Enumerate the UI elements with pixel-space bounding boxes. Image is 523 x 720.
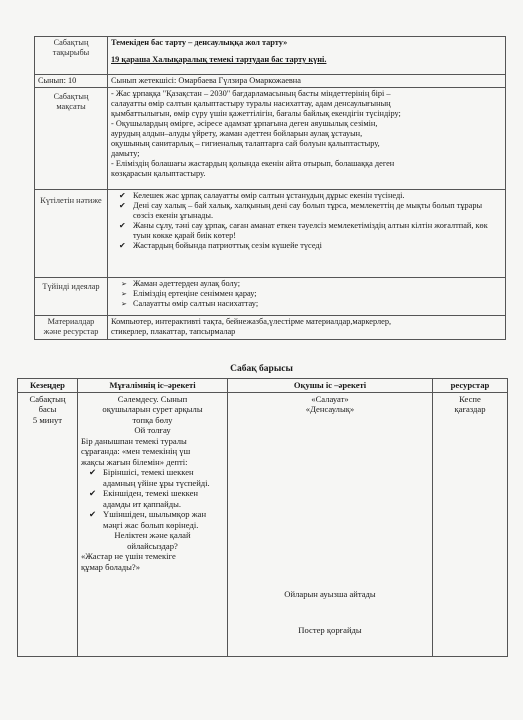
course-row: [18, 392, 508, 656]
checkmark-icon: ✔: [119, 201, 126, 210]
topic-label: Сабақтың тақырыбы: [35, 37, 108, 75]
arrow-bullet-icon: ➢: [121, 280, 127, 288]
checkmark-icon: ✔: [119, 191, 126, 200]
goal-line: оқушының санитарлық – гигиеналық талаптарға сай болуын қалыптастыру,: [111, 139, 380, 148]
resources-cell: [108, 316, 506, 340]
result-label: Күтілетін нәтиже: [35, 190, 108, 278]
topic-row: [35, 37, 506, 75]
teacher-point: ✔ Екіншіден, темекі шеккен адамды ит қаппайды.: [89, 488, 199, 509]
resources-cell-course: Кеспе қағаздар: [433, 392, 508, 656]
resources-line2: стикерлер, плакаттар, тапсырмалар: [111, 327, 236, 336]
goal-row: [35, 88, 506, 190]
topic-line1: Темекіден бас тарту – денсаулыққа жол тарту»: [111, 38, 288, 47]
header-resources: ресурстар: [433, 379, 508, 393]
topic-line2: 19 қараша Халықаралық темекі тартудан бас тарту күні.: [111, 55, 327, 64]
resources-row: [35, 316, 506, 340]
key-idea-item: ➢ Салауатты өмір салтын насихаттау;: [121, 299, 259, 308]
teacher-name: Сынып жетекшісі: Омарбаева Гүлзира Омаркожаевна: [108, 75, 506, 88]
arrow-bullet-icon: ➢: [121, 290, 127, 298]
checkmark-icon: ✔: [89, 467, 97, 477]
key-ideas-label: Түйінді идеялар: [35, 278, 108, 316]
lesson-info-table: [34, 36, 506, 340]
goal-line: дамыту;: [111, 149, 140, 158]
grade-label: Сынып: 10: [35, 75, 108, 88]
student-activity-cell: «Салауат» «Денсаулық» Ойларын ауызша айтады Постер қорғайды: [228, 392, 433, 656]
header-teacher: Мұғалімнің іс–әрекеті: [78, 379, 228, 393]
checkmark-icon: ✔: [89, 488, 97, 498]
goal-label: Сабақтың мақсаты: [35, 88, 108, 190]
key-ideas-cell: [108, 278, 506, 316]
result-item: ✔ Жастардың бойында патриоттық сезім күшейе түседі: [119, 241, 322, 250]
goal-line: - Еліміздің болашағы жастардың қолында екенін айта отырып, болашаққа деген: [111, 159, 395, 168]
goal-cell: [108, 88, 506, 190]
teacher-point: ✔ Біріншісі, темекі шеккен адамның үйіне ұры түспейді.: [89, 467, 210, 488]
result-item: ✔ Дені сау халық – бай халық, халқының дені сау болып тұрса, мемлекеттің де мықты болып тұрары сөзсіз екенін ұғынады.: [119, 201, 483, 220]
checkmark-icon: ✔: [119, 241, 126, 250]
goal-line: - Оқушылардың өміргe, әсіресе адамзат ұрпағына деген аяушылық сезімін,: [111, 119, 378, 128]
goal-line: қымбаттылығын, өмір сүру үшін қажеттілігін, бағалы байлық екендігін түсіндіру;: [111, 109, 401, 118]
result-row: [35, 190, 506, 278]
goal-line: - Жас ұрпаққа "Қазақстан – 2030" бағдарламасының басты міндеттерінің бірі –: [111, 89, 391, 98]
grade-row: [35, 75, 506, 88]
goal-line: аурудың алдын–алуды үйрету, жаман әдеттен бойларын аулақ ұстауын,: [111, 129, 363, 138]
stage-cell: Сабақтың басы 5 минут: [18, 392, 78, 656]
key-idea-item: ➢ Еліміздің ертеңіне сеніммен қарау;: [121, 289, 257, 298]
arrow-bullet-icon: ➢: [121, 300, 127, 308]
result-item: ✔ Келешек жас ұрпақ салауатты өмір салтын ұстанудың дұрыс екенін түсінеді.: [119, 191, 405, 200]
key-idea-item: ➢ Жаман әдеттерден аулақ болу;: [121, 279, 240, 288]
header-student: Оқушы іс –әрекеті: [228, 379, 433, 393]
key-ideas-row: [35, 278, 506, 316]
result-cell: [108, 190, 506, 278]
header-stages: Кезеңдер: [18, 379, 78, 393]
checkmark-icon: ✔: [119, 221, 126, 230]
result-item: ✔ Жаны сұлу, тәні сау ұрпақ, саған аманат еткен тәуелсіз мемлекетіміздің алтын кілтін жоғалтпай, көк туын көкке қарай биік көтер!: [119, 221, 488, 240]
course-header-row: [18, 379, 508, 393]
checkmark-icon: ✔: [89, 509, 97, 519]
teacher-activity-cell: Сәлемдесу. Сынып оқушыларын сурет арқылы топқа бөлу Ой толғау Бір данышпан темекі туралы сұрағанда: «мен темекінің үш жақсы жағын білемін» депті: ✔ Біріншісі, темекі шеккен адамның үйіне ұры түспейді. ✔ Екіншіден, темекі шеккен адамды ит қаппайды. ✔ Үшіншіден, шылымқор жан мәңгі жас болып көрінеді. Неліктен және қалай ойлайсыздар? «Жастар не үшін темекіге құмар болады?»: [78, 392, 228, 656]
teacher-point: ✔ Үшіншіден, шылымқор жан мәңгі жас болып көрінеді.: [89, 509, 207, 530]
resources-label: Материалдар және ресурстар: [35, 316, 108, 340]
goal-line: салауатты өмір салтын қалыптастыру туралы насихаттау, адам денсаулығының: [111, 99, 391, 108]
lesson-course-table: [17, 378, 508, 657]
section-title: Сабақ барысы: [230, 364, 293, 374]
topic-cell: [108, 37, 506, 75]
resources-line1: Компьютер, интерактивті тақта, бейнежазба,үлестірме материалдар,маркерлер,: [111, 317, 392, 326]
goal-line: көзқарасын қалыптастыру.: [111, 169, 206, 178]
